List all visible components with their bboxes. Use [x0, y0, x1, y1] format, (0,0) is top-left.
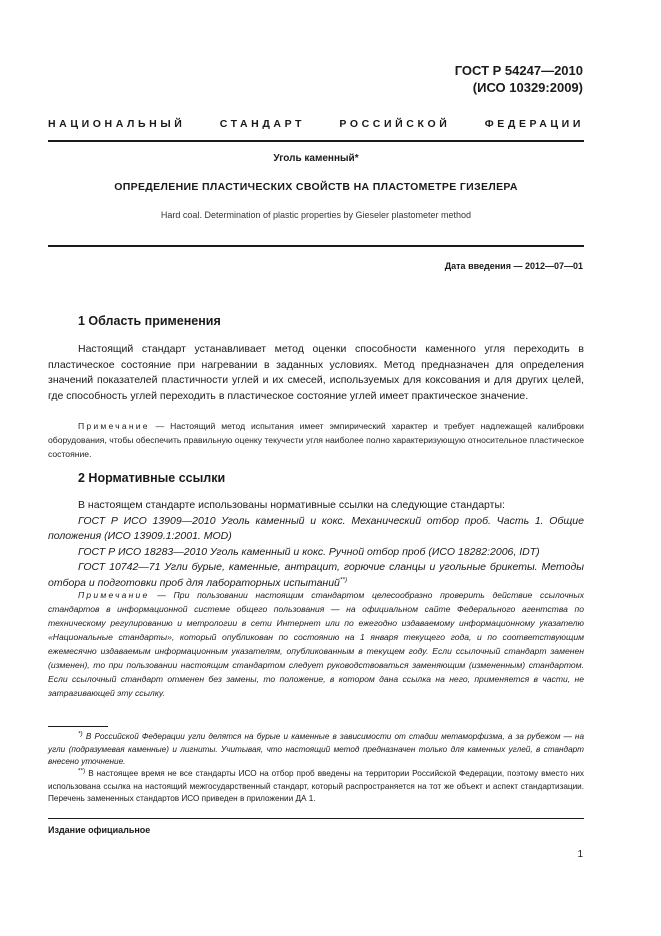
page-title: ОПРЕДЕЛЕНИЕ ПЛАСТИЧЕСКИХ СВОЙСТВ НА ПЛАСТОМЕТРЕ ГИЗЕЛЕРА: [114, 181, 518, 193]
footnote-2: [48, 768, 584, 806]
banner-word: НАЦИОНАЛЬНЫЙ: [48, 118, 186, 130]
banner-word: РОССИЙСКОЙ: [339, 118, 451, 130]
footnote-text: В Российской Федерации угли делятся на бурые и каменные в зависимости от стадии метаморфизма, а за рубежом — на угли (подразумевая каменные) и лигниты. Учитывая, что настоящий метод предназначен только для каменных углей, в стандарт внесено уточнение.: [48, 732, 584, 766]
footnote-mark: *): [78, 730, 83, 738]
footnote-divider: [48, 726, 108, 727]
note-text: — При пользовании настоящим стандартом целесообразно проверить действие ссылочных стандартов в информационной системе общего пользования — на официальном сайте Федерального агентства по техническому регулированию и метрологии в сети Интернет или по ежегодно издаваемому информационному указателю «Национальные стандарты», который опубликован по состоянию на 1 января текущего года, и по соответствующим ежемесячно издаваемым информационным указателям, опубликованным в текущем году. Если ссылочный стандарт заменен (изменен), то при пользовании настоящим стандартом следует руководствоваться заменяющим (измененным) стандартом. Если ссылочный стандарт отменен без замены, то положение, в котором дана ссылка на него, применяется в части, не затрагивающей эту ссылку.: [48, 590, 584, 698]
title-divider: [48, 245, 584, 247]
section-2-note: [48, 588, 584, 700]
top-divider: [48, 140, 584, 142]
iso-number: (ИСО 10329:2009): [472, 80, 583, 95]
footnote-mark: **): [78, 767, 86, 775]
footer-divider: [48, 818, 584, 819]
reference-item: [48, 560, 584, 591]
reference-item: ГОСТ Р ИСО 13909—2010 Уголь каменный и кокс. Механический отбор проб. Часть 1. Общие положения (ИСО 13909.1:2001. MOD): [48, 514, 584, 542]
gost-number: ГОСТ Р 54247—2010: [454, 63, 583, 78]
references-list: [48, 498, 584, 591]
title-small: Уголь каменный*: [273, 153, 359, 164]
section-1-heading: 1 Область применения: [78, 314, 221, 328]
banner-word: ФЕДЕРАЦИИ: [484, 118, 584, 130]
footnote-marker: **): [339, 576, 348, 583]
footnote-text: В настоящее время не все стандарты ИСО на отбор проб введены на территории Российской Федерации, поэтому вместо них использована ссылка на настоящий межгосударственный стандарт, который распространяется на тот же объект и аспект стандартизации. Перечень замененных стандартов ИСО приведен в приложении ДА 1.: [48, 769, 584, 803]
note-text: — Настоящий метод испытания имеет эмпирический характер и требует надлежащей калибровки оборудования, чтобы обеспечить правильную оценку текучести угля наиболее полно характеризующую относительное пластическое состояние.: [48, 421, 584, 459]
reference-text: ГОСТ 10742—71 Угли бурые, каменные, антрацит, горючие сланцы и угольные брикеты. Методы отбора и подготовки проб для лабораторных испытаний: [48, 561, 584, 589]
section-2-heading: 2 Нормативные ссылки: [78, 471, 226, 485]
footnote-1: [48, 731, 584, 769]
banner-word: СТАНДАРТ: [219, 118, 306, 130]
national-standard-banner: [48, 118, 584, 130]
page-number: 1: [577, 849, 583, 860]
note-label: Примечание: [78, 590, 150, 600]
section-1-paragraph: Настоящий стандарт устанавливает метод оценки способности каменного угля переходить в пластическое состояние при нагревании в заданных условиях. Метод предназначен для определения значений показателей пластичности углей и их смесей, используемых для коксования и для других целей, где способность углей переходить в пластическое состояние углей имеет практическое значение.: [48, 343, 584, 402]
references-intro: В настоящем стандарте использованы нормативные ссылки на следующие стандарты:: [78, 499, 505, 511]
title-english: Hard coal. Determination of plastic properties by Gieseler plastometer method: [160, 210, 472, 220]
reference-item: ГОСТ Р ИСО 18283—2010 Уголь каменный и кокс. Ручной отбор проб (ИСО 18282:2006, IDT): [78, 545, 540, 558]
official-edition-label: Издание официальное: [48, 825, 151, 835]
note-label: Примечание: [78, 421, 150, 431]
section-1-note: [48, 419, 584, 461]
introduction-date: Дата введения — 2012—07—01: [444, 261, 583, 271]
